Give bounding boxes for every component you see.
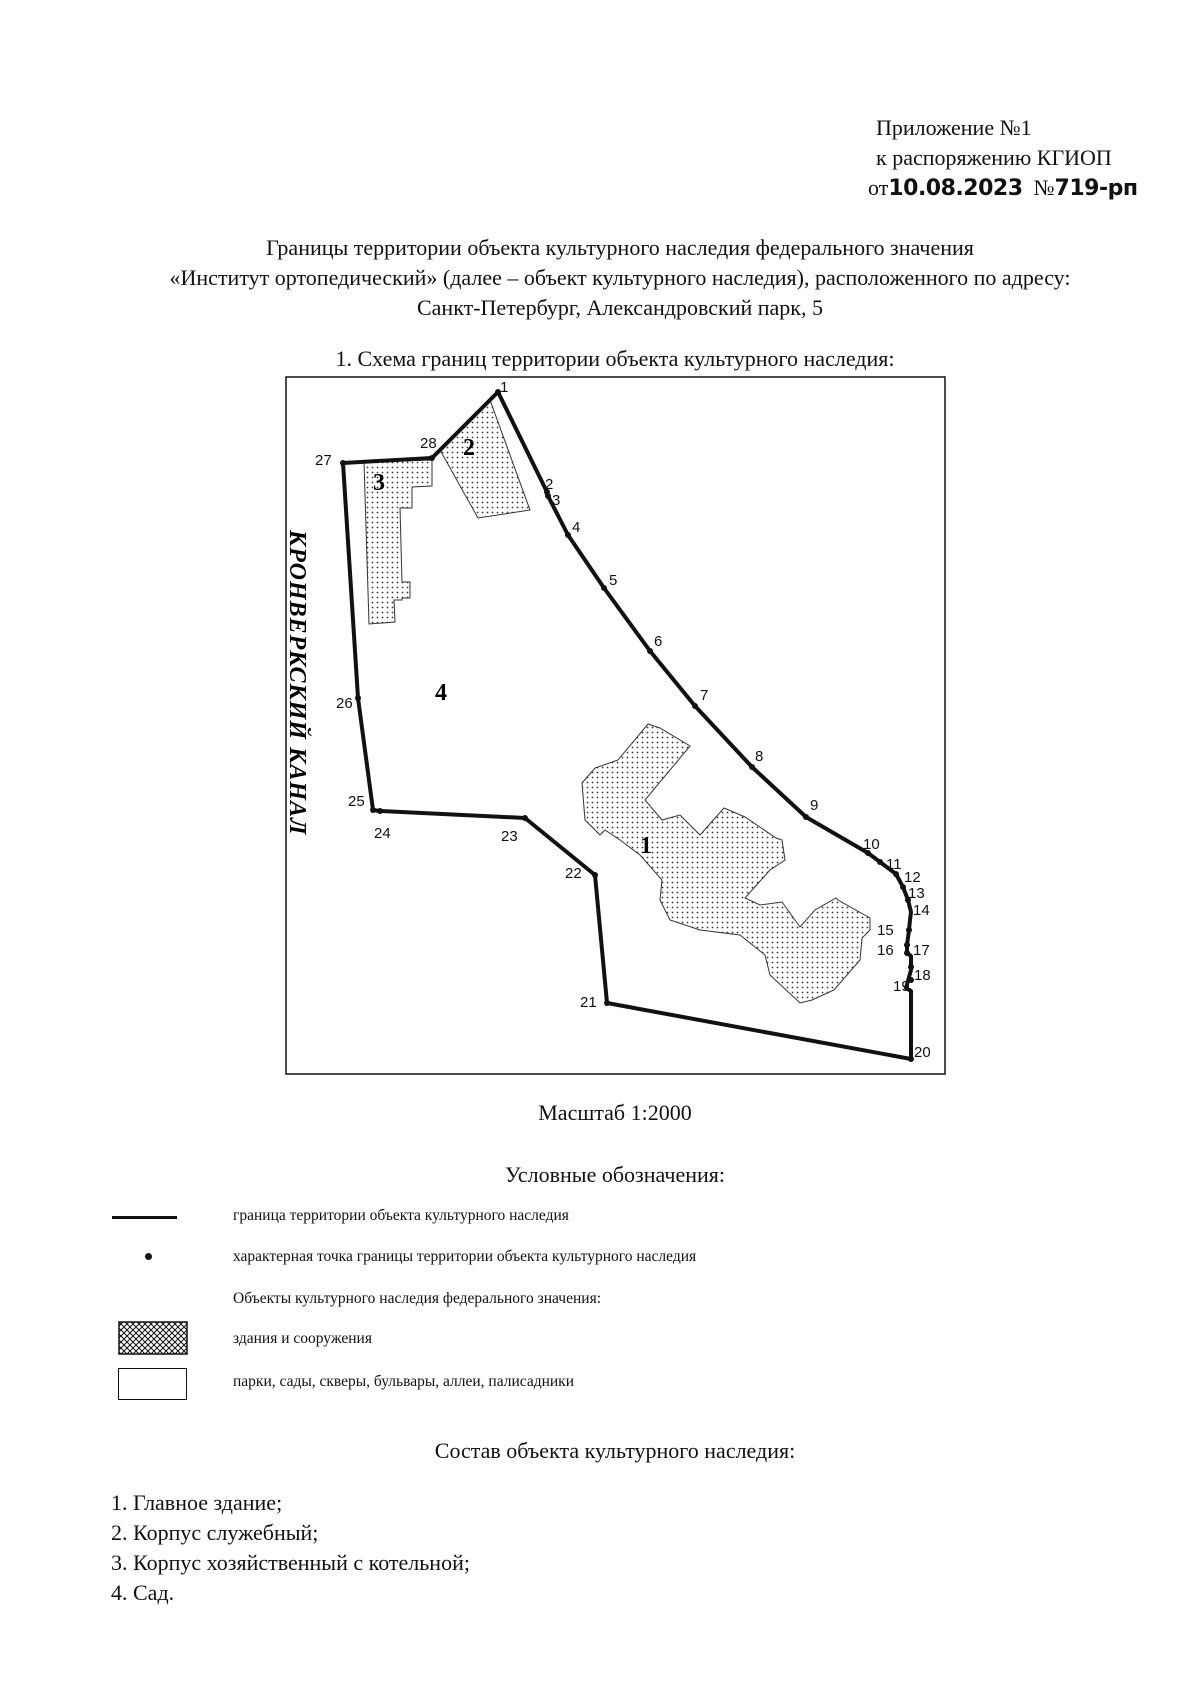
composition-item: 4. Сад. — [111, 1580, 175, 1605]
boundary-point — [370, 807, 376, 813]
legend-line-icon — [112, 1216, 177, 1219]
object-label-2: 2 — [463, 435, 475, 461]
point-label: 6 — [654, 633, 663, 650]
point-label: 20 — [914, 1044, 931, 1061]
composition-title: Состав объекта культурного наследия: — [434, 1438, 796, 1463]
boundary-point — [522, 815, 528, 821]
point-label: 25 — [348, 793, 365, 810]
legend-item-parks: парки, сады, скверы, бульвары, аллеи, палисадники — [233, 1373, 575, 1390]
object-label-3: 3 — [373, 470, 385, 496]
point-label: 16 — [877, 942, 894, 959]
point-label: 8 — [755, 748, 764, 765]
boundary-point — [377, 808, 383, 814]
legend-item-point: характерная точка границы территории объекта культурного наследия — [233, 1248, 697, 1265]
point-label: 11 — [886, 856, 902, 873]
canal-label: КРОНВЕРКСКИЙ КАНАЛ — [284, 530, 310, 836]
legend-item-buildings: здания и сооружения — [233, 1330, 372, 1347]
point-label: 28 — [420, 435, 437, 452]
point-label: 18 — [914, 967, 931, 984]
annex-date: 10.08.2023 — [888, 176, 1023, 201]
boundary-point — [904, 950, 910, 956]
boundary-point — [906, 927, 912, 933]
point-label: 7 — [700, 687, 709, 704]
building-2 — [440, 400, 530, 518]
point-label: 14 — [913, 902, 930, 919]
legend-item-heritage-heading: Объекты культурного наследия федерального значения: — [233, 1290, 602, 1307]
point-label: 17 — [913, 942, 930, 959]
point-label: 12 — [904, 869, 921, 886]
boundary-point — [592, 872, 598, 878]
composition-list — [111, 1488, 470, 1608]
annex-line-1: Приложение №1 — [876, 115, 1032, 140]
point-label: 4 — [572, 519, 581, 536]
point-label: 19 — [893, 978, 910, 995]
title-line-3: Санкт-Петербург, Александровский парк, 5 — [416, 295, 823, 320]
boundary-point — [647, 648, 653, 654]
legend-crosshatch-icon — [118, 1321, 188, 1355]
legend-dot-icon — [145, 1253, 152, 1260]
legend-empty-rect-icon — [118, 1368, 187, 1400]
point-label: 15 — [877, 922, 894, 939]
point-label: 26 — [336, 695, 353, 712]
boundary-point — [565, 532, 571, 538]
point-label: 27 — [315, 452, 332, 469]
point-label: 10 — [863, 836, 880, 853]
object-label-4: 4 — [435, 680, 447, 706]
boundary-point — [340, 460, 346, 466]
title-line-2: «Институт ортопедический» (далее – объект культурного наследия), расположенного по адресу: — [169, 265, 1071, 290]
boundary-point — [803, 814, 809, 820]
legend-title: Условные обозначения: — [504, 1162, 726, 1187]
point-label: 9 — [810, 797, 819, 814]
annex-number: 719-рп — [1054, 176, 1138, 201]
annex-date-prefix: от — [868, 175, 889, 200]
point-label: 5 — [609, 572, 618, 589]
boundary-point — [429, 455, 435, 461]
object-label-1: 1 — [640, 833, 652, 859]
annex-line-2: к распоряжению КГИОП — [876, 145, 1112, 170]
point-label: 1 — [500, 379, 509, 396]
point-label: 22 — [565, 865, 582, 882]
annex-number-prefix: № — [1033, 175, 1055, 200]
point-label: 23 — [501, 828, 518, 845]
boundary-point — [877, 859, 883, 865]
boundary-point — [355, 695, 361, 701]
section-1-heading: 1. Схема границ территории объекта культурного наследия: — [335, 346, 895, 371]
boundary-point — [545, 493, 551, 499]
point-label: 2 — [545, 476, 554, 493]
building-1 — [582, 724, 870, 1003]
legend-item-boundary: граница территории объекта культурного наследия — [233, 1207, 569, 1224]
point-label: 13 — [908, 885, 925, 902]
boundary-point — [904, 942, 910, 948]
title-line-1: Границы территории объекта культурного наследия федерального значения — [266, 235, 974, 260]
composition-item: 1. Главное здание; — [111, 1490, 283, 1515]
point-label: 3 — [552, 492, 561, 509]
boundary-point — [692, 703, 698, 709]
map-scale: Масштаб 1:2000 — [538, 1100, 692, 1125]
composition-item: 2. Корпус служебный; — [111, 1520, 319, 1545]
composition-item: 3. Корпус хозяйственный с котельной; — [111, 1550, 470, 1575]
point-label: 24 — [374, 825, 391, 842]
boundary-point — [601, 585, 607, 591]
point-label: 21 — [580, 994, 597, 1011]
boundary-point — [604, 1000, 610, 1006]
